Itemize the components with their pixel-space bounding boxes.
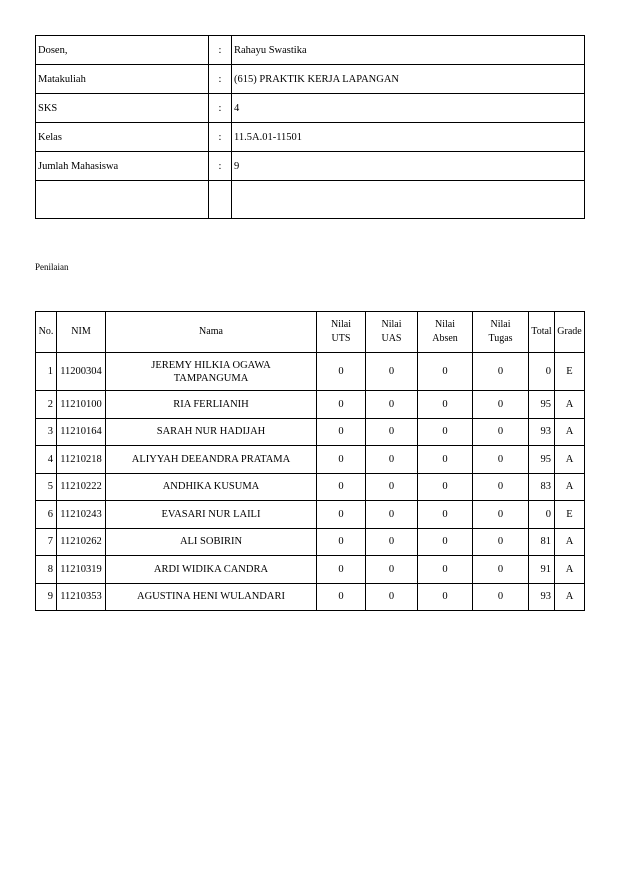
info-label: Dosen,	[36, 36, 209, 65]
cell-uas: 0	[366, 446, 418, 474]
header-name: Nama	[106, 312, 317, 353]
cell-nim: 11200304	[57, 353, 106, 391]
cell-absen: 0	[418, 473, 473, 501]
cell-no: 6	[36, 501, 57, 529]
cell-absen: 0	[418, 391, 473, 419]
cell-tugas: 0	[473, 528, 529, 556]
header-tugas-line2: Tugas	[488, 333, 513, 344]
cell-tugas: 0	[473, 556, 529, 584]
cell-tugas: 0	[473, 418, 529, 446]
table-row	[36, 446, 585, 474]
info-row-dosen	[36, 36, 585, 65]
cell-nim: 11210164	[57, 418, 106, 446]
cell-grade: E	[555, 353, 585, 391]
cell-uts: 0	[317, 353, 366, 391]
cell-nim: 11210100	[57, 391, 106, 419]
cell-nim: 11210353	[57, 583, 106, 611]
header-grade: Grade	[555, 312, 585, 353]
cell-name: ANDHIKA KUSUMA	[106, 473, 317, 501]
cell-name: ALI SOBIRIN	[106, 528, 317, 556]
header-uas-line1: Nilai	[381, 319, 402, 330]
cell-name: RIA FERLIANIH	[106, 391, 317, 419]
cell-no: 5	[36, 473, 57, 501]
header-uts	[317, 312, 366, 353]
cell-tugas: 0	[473, 446, 529, 474]
info-separator: :	[209, 123, 232, 152]
table-row	[36, 418, 585, 446]
info-row-sks	[36, 94, 585, 123]
info-label: Kelas	[36, 123, 209, 152]
cell-no: 4	[36, 446, 57, 474]
cell-uts: 0	[317, 501, 366, 529]
cell-uas: 0	[366, 583, 418, 611]
info-separator: :	[209, 94, 232, 123]
grades-table	[35, 311, 585, 611]
header-uas-line2: UAS	[381, 333, 402, 344]
header-uas	[366, 312, 418, 353]
header-no: No.	[36, 312, 57, 353]
info-separator: :	[209, 65, 232, 94]
cell-total: 81	[529, 528, 555, 556]
cell-uas: 0	[366, 353, 418, 391]
info-row-matakuliah	[36, 65, 585, 94]
cell-total: 93	[529, 583, 555, 611]
cell-total: 95	[529, 391, 555, 419]
cell-uts: 0	[317, 418, 366, 446]
cell-grade: A	[555, 391, 585, 419]
cell-total: 0	[529, 501, 555, 529]
info-value: 11.5A.01-11501	[232, 123, 585, 152]
cell-name: SARAH NUR HADIJAH	[106, 418, 317, 446]
cell-uas: 0	[366, 528, 418, 556]
cell-total: 0	[529, 353, 555, 391]
cell-name: EVASARI NUR LAILI	[106, 501, 317, 529]
header-tugas	[473, 312, 529, 353]
cell-total: 83	[529, 473, 555, 501]
cell-nim: 11210218	[57, 446, 106, 474]
info-label: SKS	[36, 94, 209, 123]
grades-header-row	[36, 312, 585, 353]
cell-tugas: 0	[473, 501, 529, 529]
cell-total: 93	[529, 418, 555, 446]
cell-name: ARDI WIDIKA CANDRA	[106, 556, 317, 584]
info-label: Matakuliah	[36, 65, 209, 94]
cell-absen: 0	[418, 418, 473, 446]
cell-uts: 0	[317, 391, 366, 419]
header-total: Total	[529, 312, 555, 353]
info-row-empty	[36, 181, 585, 219]
course-info-table	[35, 35, 585, 219]
cell-tugas: 0	[473, 391, 529, 419]
cell-absen: 0	[418, 446, 473, 474]
header-nim: NIM	[57, 312, 106, 353]
cell-grade: A	[555, 528, 585, 556]
cell-grade: A	[555, 473, 585, 501]
cell-nim: 11210319	[57, 556, 106, 584]
header-uts-line2: UTS	[331, 333, 351, 344]
header-tugas-line1: Nilai	[490, 319, 511, 330]
cell-tugas: 0	[473, 353, 529, 391]
cell-uts: 0	[317, 446, 366, 474]
info-label: Jumlah Mahasiswa	[36, 152, 209, 181]
cell-tugas: 0	[473, 473, 529, 501]
cell-absen: 0	[418, 556, 473, 584]
cell-absen: 0	[418, 501, 473, 529]
cell-no: 9	[36, 583, 57, 611]
info-value: 4	[232, 94, 585, 123]
cell-uas: 0	[366, 556, 418, 584]
cell-absen: 0	[418, 528, 473, 556]
header-absen	[418, 312, 473, 353]
section-label: Penilaian	[35, 262, 69, 272]
header-uts-line1: Nilai	[331, 319, 351, 330]
cell-uas: 0	[366, 391, 418, 419]
table-row	[36, 556, 585, 584]
cell-uas: 0	[366, 501, 418, 529]
info-row-jumlah-mahasiswa	[36, 152, 585, 181]
cell-nim: 11210262	[57, 528, 106, 556]
cell-uts: 0	[317, 528, 366, 556]
cell-name: JEREMY HILKIA OGAWA TAMPANGUMA	[106, 353, 317, 391]
table-row	[36, 528, 585, 556]
info-value: (615) PRAKTIK KERJA LAPANGAN	[232, 65, 585, 94]
cell-no: 7	[36, 528, 57, 556]
cell-absen: 0	[418, 353, 473, 391]
cell-name: ALIYYAH DEEANDRA PRATAMA	[106, 446, 317, 474]
info-row-kelas	[36, 123, 585, 152]
info-separator: :	[209, 36, 232, 65]
info-empty-cell	[232, 181, 585, 219]
cell-no: 1	[36, 353, 57, 391]
cell-grade: A	[555, 446, 585, 474]
info-separator: :	[209, 152, 232, 181]
cell-uas: 0	[366, 418, 418, 446]
header-absen-line1: Nilai	[435, 319, 455, 330]
cell-nim: 11210222	[57, 473, 106, 501]
cell-uts: 0	[317, 556, 366, 584]
cell-no: 3	[36, 418, 57, 446]
cell-total: 95	[529, 446, 555, 474]
cell-name: AGUSTINA HENI WULANDARI	[106, 583, 317, 611]
cell-uts: 0	[317, 473, 366, 501]
cell-absen: 0	[418, 583, 473, 611]
cell-tugas: 0	[473, 583, 529, 611]
table-row	[36, 583, 585, 611]
cell-grade: A	[555, 583, 585, 611]
cell-no: 2	[36, 391, 57, 419]
info-empty-cell	[36, 181, 209, 219]
table-row	[36, 473, 585, 501]
cell-total: 91	[529, 556, 555, 584]
cell-uas: 0	[366, 473, 418, 501]
table-row	[36, 501, 585, 529]
cell-uts: 0	[317, 583, 366, 611]
table-row	[36, 353, 585, 391]
cell-grade: A	[555, 418, 585, 446]
header-absen-line2: Absen	[432, 333, 458, 344]
cell-grade: E	[555, 501, 585, 529]
table-row	[36, 391, 585, 419]
cell-nim: 11210243	[57, 501, 106, 529]
info-value: 9	[232, 152, 585, 181]
cell-grade: A	[555, 556, 585, 584]
info-value: Rahayu Swastika	[232, 36, 585, 65]
cell-no: 8	[36, 556, 57, 584]
info-empty-cell	[209, 181, 232, 219]
